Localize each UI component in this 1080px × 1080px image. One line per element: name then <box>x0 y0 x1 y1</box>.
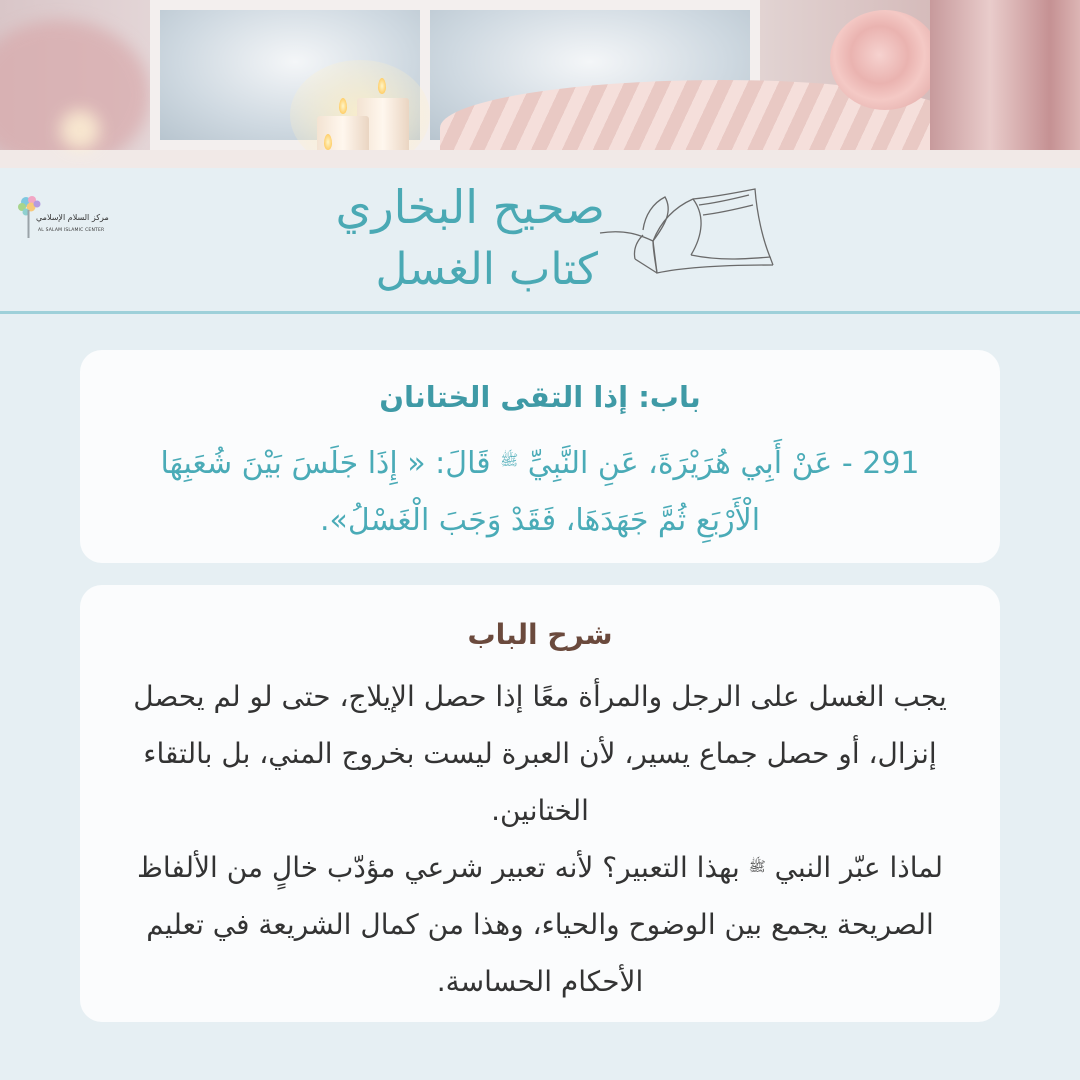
sharh-paragraph-1: يجب الغسل على الرجل والمرأة معًا إذا حصل الإيلاج، حتى لو لم يحصل إنزال، أو حصل جماع يسير، لأن العبرة ليست بخروج المني، بل بالتقاء الختانين. <box>133 680 947 827</box>
header-divider <box>0 311 1080 314</box>
sharh-title: شرح الباب <box>467 618 613 651</box>
section-title: كتاب الغسل <box>375 244 598 295</box>
hadith-part2: قَالَ: « إِذَا جَلَسَ بَيْنَ شُعَبِهَا الْأَرْبَعِ ثُمَّ جَهَدَهَا، فَقَدْ وَجَبَ الْغَسْلُ». <box>160 446 761 538</box>
hadith-text <box>130 432 950 549</box>
book-title: صحيح البخاري <box>335 180 605 234</box>
sharh-text <box>130 668 950 1010</box>
salawat-symbol: ﷺ <box>500 451 519 469</box>
salawat-symbol-2: ﷺ <box>748 859 766 875</box>
sharh-paragraph-2-part1: لماذا عبّر النبي <box>774 851 944 884</box>
open-book-icon <box>595 185 785 280</box>
logo-name-en: AL SALAM ISLAMIC CENTER <box>38 228 105 233</box>
bab-title: باب: إذا التقى الختانان <box>379 380 701 414</box>
header-photo <box>0 0 1080 168</box>
sharh-paragraph-2-part2: بهذا التعبير؟ لأنه تعبير شرعي مؤدّب خالٍ من الألفاظ الصريحة يجمع بين الوضوح والحياء، وهذا من كمال الشريعة في تعليم الأحكام الحساسة. <box>136 851 934 998</box>
logo-name-ar: مركز السلام الإسلامي <box>36 213 109 222</box>
hadith-part1: 291 - عَنْ أَبِي هُرَيْرَةَ، عَنِ النَّبِيِّ <box>527 446 920 481</box>
sharh-paragraph-2 <box>130 839 950 1010</box>
